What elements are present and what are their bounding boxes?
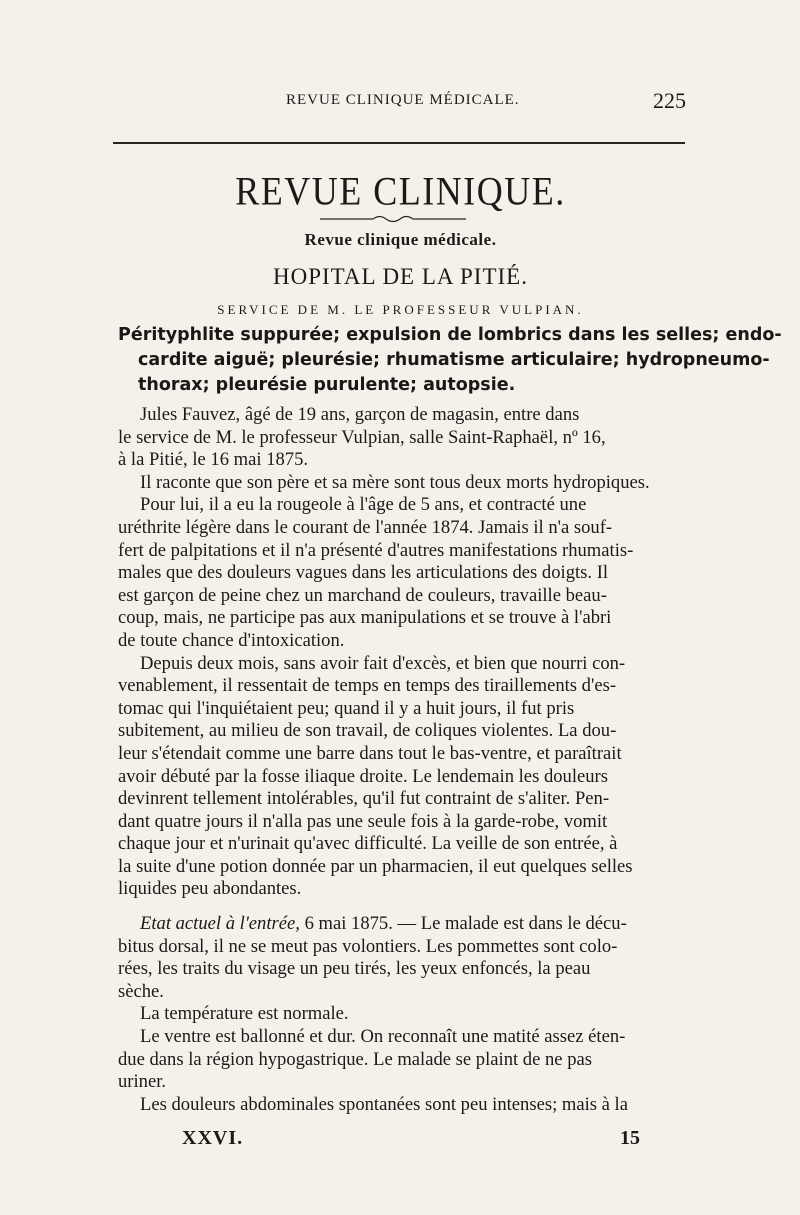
paragraph-etat-actuel	[118, 913, 688, 1003]
text-line: bitus dorsal, il ne se meut pas volontiers. Les pommettes sont colo-	[118, 935, 618, 957]
etat-actuel-rest: 6 mai 1875. — Le malade est dans le décu-	[299, 913, 627, 935]
text-line: chaque jour et n'urinait qu'avec difficulté. La veille de son entrée, à	[118, 833, 618, 855]
running-title: REVUE CLINIQUE MÉDICALE.	[286, 92, 520, 108]
text-line	[118, 913, 688, 936]
etat-actuel-label: Etat actuel à l'entrée,	[140, 913, 300, 935]
section-title: REVUE CLINIQUE.	[235, 168, 566, 214]
text-line: Jules Fauvez, âgé de 19 ans, garçon de magasin, entre dans	[140, 404, 580, 425]
text-line: venablement, il ressentait de temps en temps des tiraillements d'es-	[118, 675, 617, 697]
paragraph-ventre	[118, 1026, 688, 1094]
case-title-line: Pérityphlite suppurée; expulsion de lombrics dans les selles; endo-	[118, 325, 782, 345]
case-title-line: thorax; pleurésie purulente; autopsie.	[138, 375, 516, 395]
running-head	[118, 88, 688, 120]
text-line: tomac qui l'inquiétaient peu; quand il y a huit jours, il fut pris	[118, 697, 575, 719]
service-line: SERVICE DE M. LE PROFESSEUR VULPIAN.	[217, 302, 584, 317]
body-text	[118, 404, 688, 1116]
paragraph-gap	[118, 901, 688, 913]
paragraph-1	[118, 404, 688, 472]
text-line: rées, les traits du visage un peu tirés, les yeux enfoncés, la peau	[118, 958, 591, 980]
paragraph-3	[118, 653, 688, 902]
subsection-title: Revue clinique médicale.	[304, 230, 497, 249]
text-line: Depuis deux mois, sans avoir fait d'excès, et bien que nourri con-	[140, 652, 626, 674]
text-line: Pour lui, il a eu la rougeole à l'âge de 5 ans, et contracté une	[140, 494, 587, 516]
case-title	[118, 323, 782, 398]
text-line: de toute chance d'intoxication.	[118, 629, 345, 651]
sheet-number: 15	[620, 1127, 640, 1149]
text-line: Le ventre est ballonné et dur. On reconnaît une matité assez éten-	[140, 1026, 626, 1048]
text-line: Il raconte que son père et sa mère sont tous deux morts hydropiques.	[140, 471, 650, 493]
text-line: leur s'étendait comme une barre dans tout le bas-ventre, et paraîtrait	[118, 742, 622, 764]
text-line: à la Pitié, le 16 mai 1875.	[118, 449, 309, 471]
text-line: uréthrite légère dans le courant de l'année 1874. Jamais il n'a souf-	[118, 516, 613, 538]
text-line: le service de M. le professeur Vulpian, salle Saint-Raphaël, nº 16,	[118, 426, 606, 448]
text-line: subitement, au milieu de son travail, de coliques violentes. La dou-	[118, 720, 617, 742]
header-rule	[113, 142, 685, 144]
text-line: males que des douleurs vagues dans les articulations des doigts. Il	[118, 562, 609, 584]
text-line: due dans la région hypogastrique. Le malade se plaint de ne pas	[118, 1048, 592, 1070]
text-line: fert de palpitations et il n'a présenté d'autres manifestations rhumatis-	[118, 539, 634, 561]
text-line: est garçon de peine chez un marchand de couleurs, travaille beau-	[118, 584, 607, 606]
text-line: coup, mais, ne participe pas aux manipulations et se trouve à l'abri	[118, 607, 612, 629]
case-title-line: cardite aiguë; pleurésie; rhumatisme articulaire; hydropneumo-	[138, 350, 770, 370]
text-line: la suite d'une potion donnée par un pharmacien, il eut quelques selles	[118, 855, 633, 877]
flourish-ornament	[318, 213, 468, 225]
text-line: avoir débuté par la fosse iliaque droite. Le lendemain les douleurs	[118, 765, 608, 787]
text-line: sèche.	[118, 980, 164, 1002]
text-line: devinrent tellement intolérables, qu'il fut contraint de s'aliter. Pen-	[118, 788, 610, 810]
text-line: dant quatre jours il n'alla pas une seule fois à la garde-robe, vomit	[118, 810, 608, 832]
text-line: Les douleurs abdominales spontanées sont peu intenses; mais à la	[140, 1093, 628, 1115]
paragraph-2	[118, 472, 688, 653]
page-number: 225	[653, 88, 686, 113]
hospital-title: HOPITAL DE LA PITIÉ.	[273, 264, 528, 289]
text-line: uriner.	[118, 1071, 167, 1093]
temperature-line: La température est normale.	[140, 1003, 349, 1025]
text-line: liquides peu abondantes.	[118, 878, 302, 900]
signature-mark: XXVI.	[182, 1127, 244, 1149]
